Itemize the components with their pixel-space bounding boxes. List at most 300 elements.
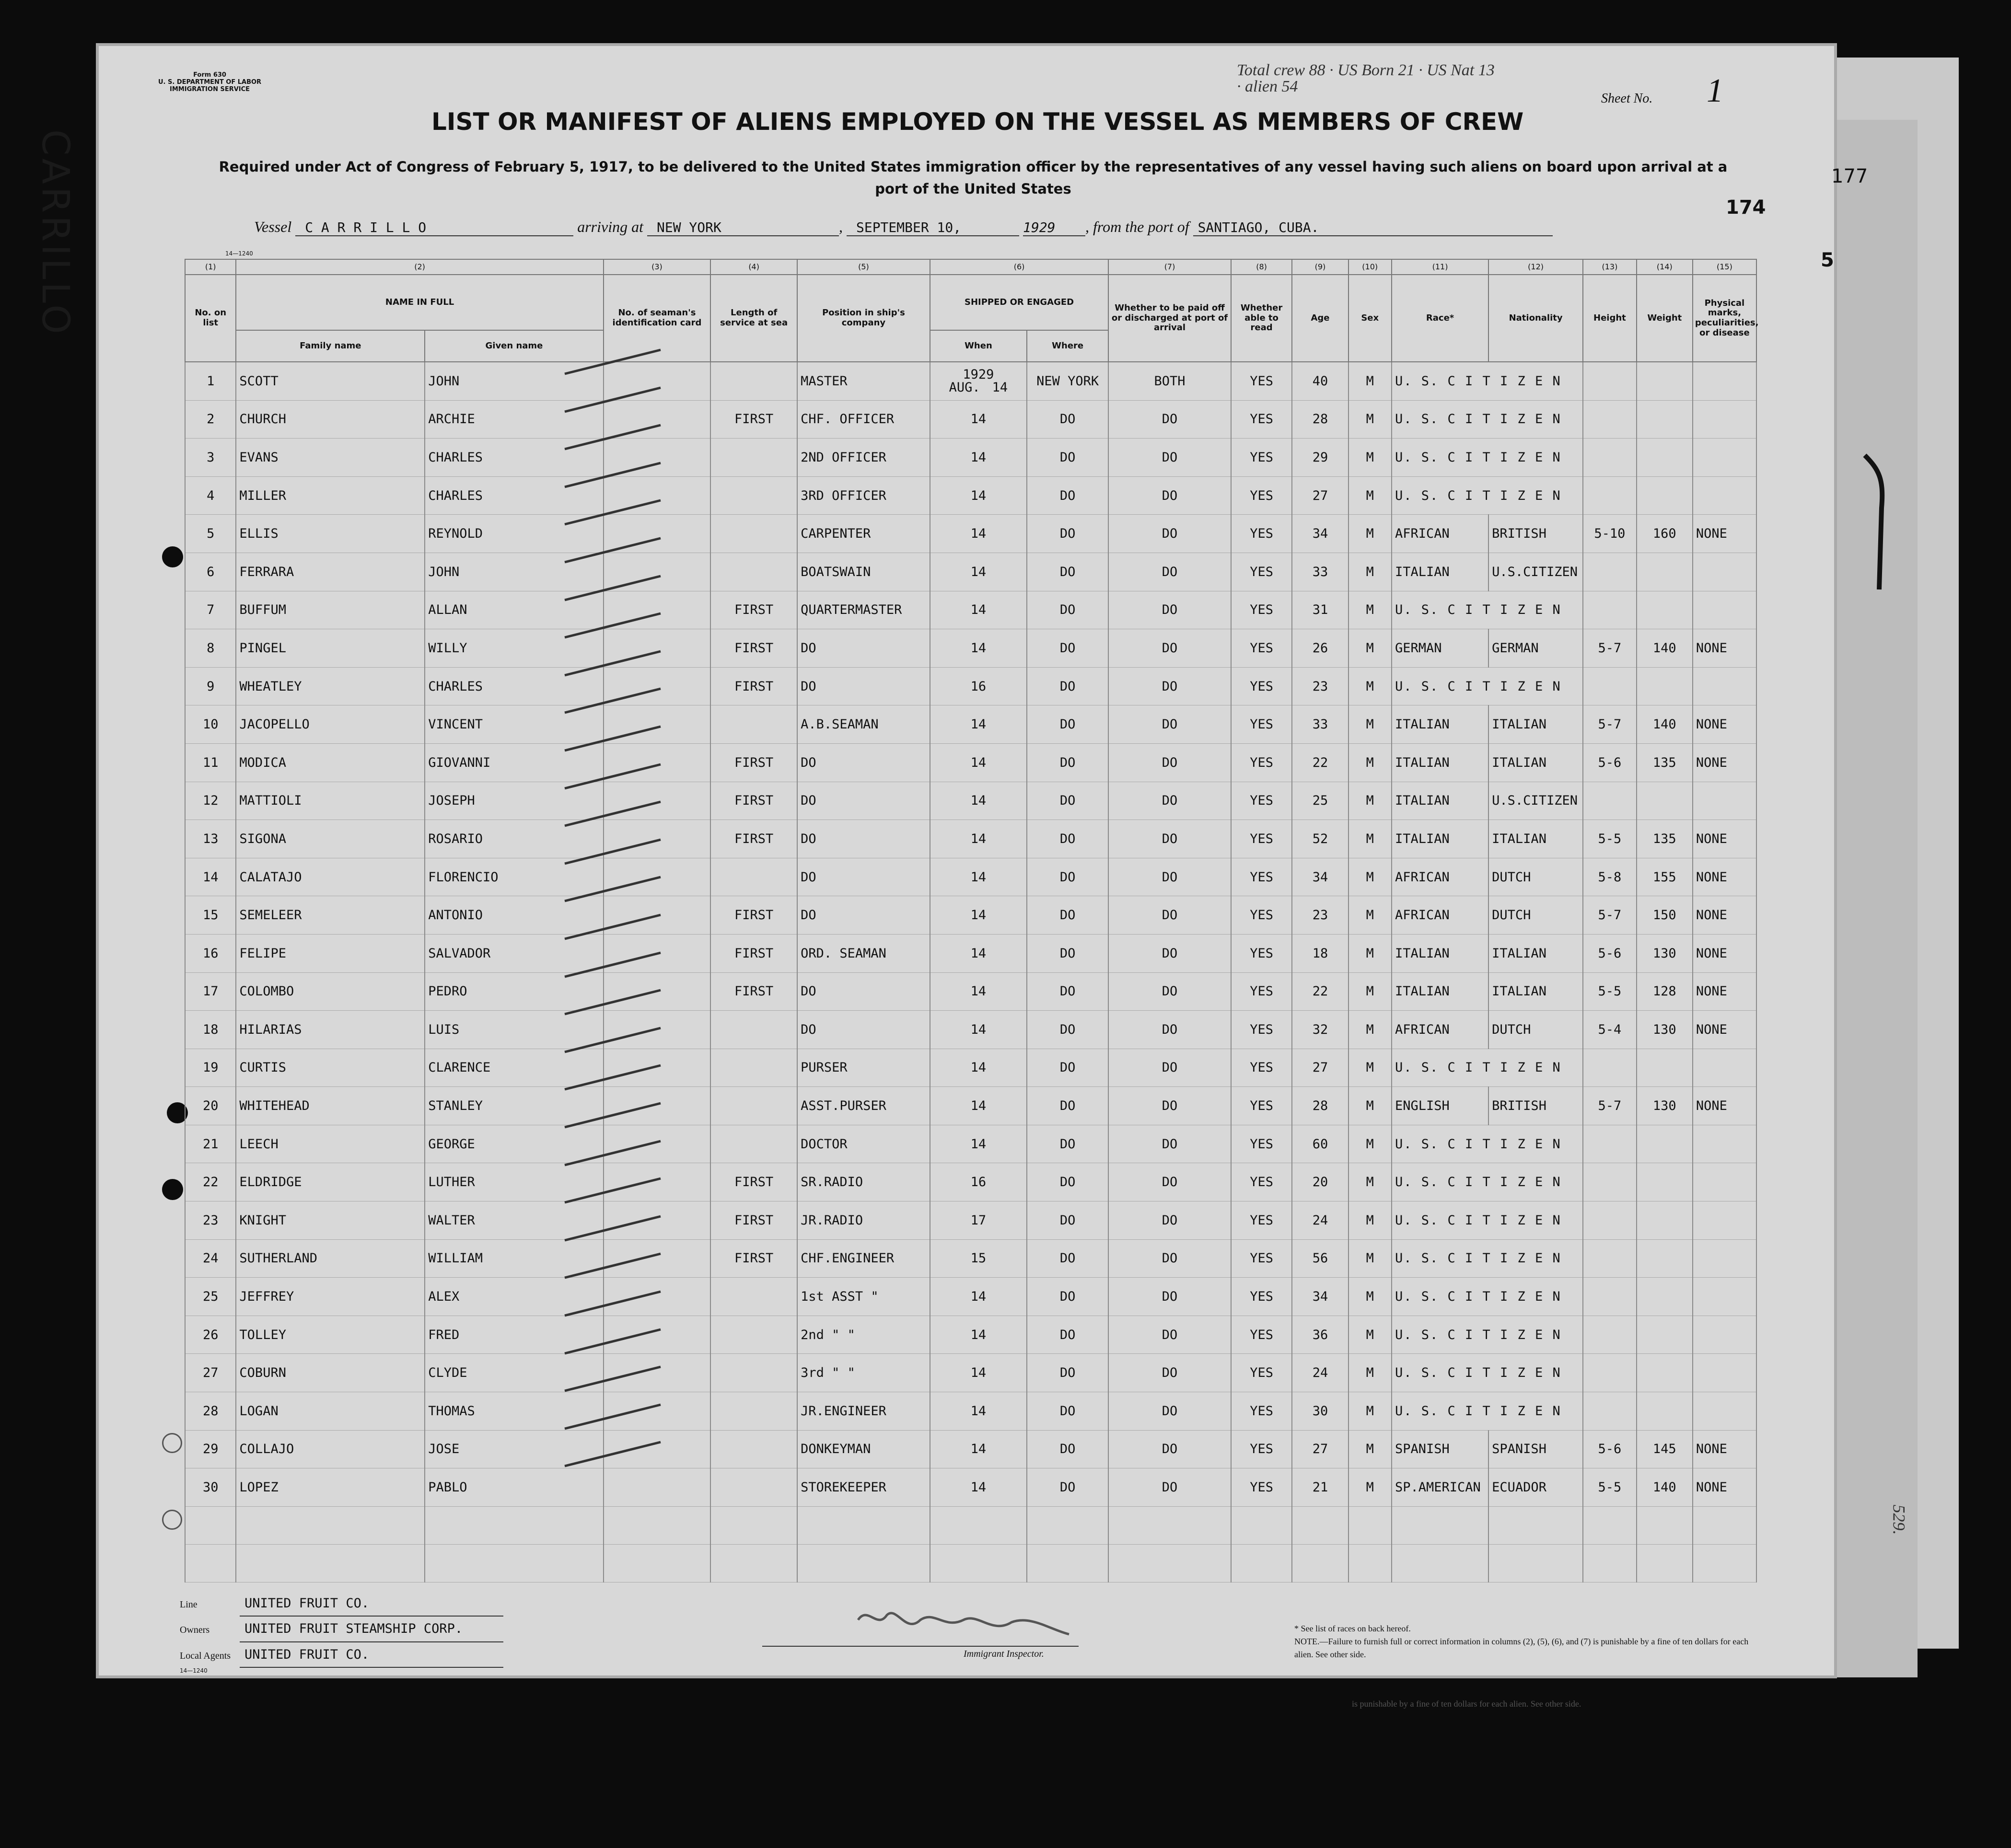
given-name: WALTER bbox=[425, 1201, 604, 1240]
row-number: 24 bbox=[185, 1239, 236, 1278]
physical-marks bbox=[1693, 476, 1756, 515]
age: 18 bbox=[1292, 934, 1348, 972]
position: 3RD OFFICER bbox=[797, 476, 930, 515]
weight: 155 bbox=[1637, 858, 1693, 896]
family-name: ELDRIDGE bbox=[236, 1163, 425, 1201]
shipped-when: 14 bbox=[930, 934, 1027, 972]
edge-number-529: 529. bbox=[1889, 1504, 1909, 1535]
given-name: ALLAN bbox=[425, 591, 604, 629]
service-length: FIRST bbox=[710, 934, 797, 972]
able-to-read: YES bbox=[1231, 1468, 1292, 1507]
blank-cell bbox=[1583, 1544, 1637, 1582]
blank-cell bbox=[1693, 1544, 1756, 1582]
binder-hole-open bbox=[162, 1433, 182, 1453]
position: JR.ENGINEER bbox=[797, 1392, 930, 1431]
shipped-where: DO bbox=[1027, 667, 1108, 705]
row-number: 23 bbox=[185, 1201, 236, 1240]
family-name: CHURCH bbox=[236, 400, 425, 439]
height: 5-7 bbox=[1583, 705, 1637, 744]
family-name: LOPEZ bbox=[236, 1468, 425, 1507]
crew-row bbox=[185, 743, 1756, 782]
arrival-date: SEPTEMBER 10, bbox=[847, 219, 1019, 236]
age: 40 bbox=[1292, 362, 1348, 400]
weight: 130 bbox=[1637, 934, 1693, 972]
crew-row bbox=[185, 476, 1756, 515]
shipped-when: 14 bbox=[930, 858, 1027, 896]
shipped-where: DO bbox=[1027, 1049, 1108, 1087]
blank-cell bbox=[425, 1544, 604, 1582]
pencil-check-mark bbox=[560, 875, 665, 903]
family-name: LOGAN bbox=[236, 1392, 425, 1431]
able-to-read: YES bbox=[1231, 1163, 1292, 1201]
weight: 150 bbox=[1637, 896, 1693, 935]
position: QUARTERMASTER bbox=[797, 591, 930, 629]
blank-cell bbox=[425, 1506, 604, 1544]
sex: M bbox=[1348, 1430, 1392, 1468]
age: 33 bbox=[1292, 705, 1348, 744]
position: JR.RADIO bbox=[797, 1201, 930, 1240]
col-num: (1) bbox=[185, 259, 236, 275]
shipped-where: DO bbox=[1027, 476, 1108, 515]
position: DO bbox=[797, 667, 930, 705]
header-able-to-read: Whether able to read bbox=[1231, 275, 1292, 362]
able-to-read: YES bbox=[1231, 439, 1292, 477]
pencil-check-mark bbox=[560, 1063, 665, 1092]
family-name: LEECH bbox=[236, 1125, 425, 1163]
crew-row bbox=[185, 1011, 1756, 1049]
physical-marks: NONE bbox=[1693, 858, 1756, 896]
family-name: CALATAJO bbox=[236, 858, 425, 896]
row-number: 20 bbox=[185, 1087, 236, 1125]
shipped-when: 14 bbox=[930, 782, 1027, 820]
shipped-when: 14 bbox=[930, 1316, 1027, 1354]
given-name: CHARLES bbox=[425, 667, 604, 705]
given-name: GEORGE bbox=[425, 1125, 604, 1163]
weight bbox=[1637, 1392, 1693, 1431]
physical-marks bbox=[1693, 667, 1756, 705]
weight bbox=[1637, 553, 1693, 591]
service-length: FIRST bbox=[710, 1239, 797, 1278]
arrival-year: 1929 bbox=[1023, 219, 1085, 236]
age: 31 bbox=[1292, 591, 1348, 629]
physical-marks bbox=[1693, 782, 1756, 820]
height: 5-5 bbox=[1583, 972, 1637, 1011]
age: 28 bbox=[1292, 1087, 1348, 1125]
family-name: SCOTT bbox=[236, 362, 425, 400]
blank-cell bbox=[185, 1506, 236, 1544]
col-num: (3) bbox=[604, 259, 710, 275]
pencil-check-mark bbox=[560, 1101, 665, 1130]
shipped-where: DO bbox=[1027, 400, 1108, 439]
blank-cell bbox=[710, 1544, 797, 1582]
physical-marks: NONE bbox=[1693, 515, 1756, 553]
blank-cell bbox=[797, 1544, 930, 1582]
sheet-no-label: Sheet No. bbox=[1601, 91, 1653, 106]
age: 21 bbox=[1292, 1468, 1348, 1507]
crew-row bbox=[185, 362, 1756, 400]
paid-off: DO bbox=[1108, 1316, 1231, 1354]
physical-marks bbox=[1693, 1125, 1756, 1163]
able-to-read: YES bbox=[1231, 591, 1292, 629]
able-to-read: YES bbox=[1231, 820, 1292, 858]
crew-row bbox=[185, 1125, 1756, 1163]
footer-notes bbox=[1294, 1622, 1755, 1661]
crew-row bbox=[185, 1392, 1756, 1431]
physical-marks bbox=[1693, 1201, 1756, 1240]
height: 5-7 bbox=[1583, 896, 1637, 935]
position: DO bbox=[797, 858, 930, 896]
service-length: FIRST bbox=[710, 629, 797, 668]
crew-row bbox=[185, 1468, 1756, 1507]
height bbox=[1583, 1049, 1637, 1087]
able-to-read: YES bbox=[1231, 1239, 1292, 1278]
weight: 140 bbox=[1637, 705, 1693, 744]
family-name: COLLAJO bbox=[236, 1430, 425, 1468]
sheet-no-value: 1 bbox=[1707, 72, 1723, 109]
race: U. S. C I T I Z E N bbox=[1392, 1278, 1583, 1316]
blank-cell bbox=[1348, 1506, 1392, 1544]
row-number: 26 bbox=[185, 1316, 236, 1354]
family-name: WHITEHEAD bbox=[236, 1087, 425, 1125]
shipped-when: 14 bbox=[930, 1087, 1027, 1125]
header-age: Age bbox=[1292, 275, 1348, 362]
col-num: (7) bbox=[1108, 259, 1231, 275]
vessel-label: Vessel bbox=[254, 218, 292, 235]
shipped-when: 14 bbox=[930, 1278, 1027, 1316]
subtitle-line: Required under Act of Congress of February 5, 1917, to be delivered to the United States immigration officer by the representatives of any vessel having such aliens on board upon arrival at a bbox=[219, 159, 1728, 175]
shipped-when: 14 bbox=[930, 629, 1027, 668]
service-length bbox=[710, 858, 797, 896]
service-length: FIRST bbox=[710, 896, 797, 935]
sex: M bbox=[1348, 1468, 1392, 1507]
weight: 145 bbox=[1637, 1430, 1693, 1468]
header-given-name: Given name bbox=[425, 330, 604, 362]
shipped-where: DO bbox=[1027, 972, 1108, 1011]
position: CHF.ENGINEER bbox=[797, 1239, 930, 1278]
shipped-where: DO bbox=[1027, 1392, 1108, 1431]
col-num: (4) bbox=[710, 259, 797, 275]
blank-cell bbox=[1392, 1544, 1488, 1582]
physical-marks bbox=[1693, 400, 1756, 439]
col-num: (6) bbox=[930, 259, 1109, 275]
age: 52 bbox=[1292, 820, 1348, 858]
service-length bbox=[710, 553, 797, 591]
shipped-when: 15 bbox=[930, 1239, 1027, 1278]
age: 34 bbox=[1292, 1278, 1348, 1316]
shipped-where: DO bbox=[1027, 1011, 1108, 1049]
able-to-read: YES bbox=[1231, 362, 1292, 400]
race: AFRICAN bbox=[1392, 858, 1488, 896]
row-number: 14 bbox=[185, 858, 236, 896]
able-to-read: YES bbox=[1231, 667, 1292, 705]
shipped-when: 14 bbox=[930, 400, 1027, 439]
given-name: FRED bbox=[425, 1316, 604, 1354]
crew-row bbox=[185, 705, 1756, 744]
position: A.B.SEAMAN bbox=[797, 705, 930, 744]
header-length-service: Length of service at sea bbox=[710, 275, 797, 362]
blank-cell bbox=[1693, 1506, 1756, 1544]
race: ITALIAN bbox=[1392, 705, 1488, 744]
header-height: Height bbox=[1583, 275, 1637, 362]
given-name: ROSARIO bbox=[425, 820, 604, 858]
height bbox=[1583, 667, 1637, 705]
vessel-name: C A R R I L L O bbox=[295, 219, 573, 236]
nationality: ITALIAN bbox=[1488, 972, 1583, 1011]
pencil-check-mark bbox=[560, 912, 665, 941]
inspector-signature bbox=[762, 1591, 1098, 1649]
service-length: FIRST bbox=[710, 1201, 797, 1240]
service-length: FIRST bbox=[710, 820, 797, 858]
shipped-when: 14 bbox=[930, 896, 1027, 935]
family-name: TOLLEY bbox=[236, 1316, 425, 1354]
height bbox=[1583, 1392, 1637, 1431]
physical-marks: NONE bbox=[1693, 896, 1756, 935]
blank-cell bbox=[1292, 1506, 1348, 1544]
arrival-port: NEW YORK bbox=[647, 219, 839, 236]
shipped-where: DO bbox=[1027, 782, 1108, 820]
family-name: PINGEL bbox=[236, 629, 425, 668]
service-length bbox=[710, 1125, 797, 1163]
weight: 135 bbox=[1637, 820, 1693, 858]
header-where: Where bbox=[1027, 330, 1108, 362]
height bbox=[1583, 1163, 1637, 1201]
underlying-page-note: is punishable by a fine of ten dollars for each alien. See other side. bbox=[1352, 1699, 1581, 1709]
height bbox=[1583, 591, 1637, 629]
sex: M bbox=[1348, 1278, 1392, 1316]
shipped-where: DO bbox=[1027, 1087, 1108, 1125]
service-length bbox=[710, 1468, 797, 1507]
position: CHF. OFFICER bbox=[797, 400, 930, 439]
paid-off: DO bbox=[1108, 629, 1231, 668]
shipped-where: DO bbox=[1027, 629, 1108, 668]
crew-row bbox=[185, 1430, 1756, 1468]
race: U. S. C I T I Z E N bbox=[1392, 1125, 1583, 1163]
sex: M bbox=[1348, 1392, 1392, 1431]
blank-cell bbox=[1488, 1506, 1583, 1544]
pencil-check-mark bbox=[560, 950, 665, 979]
given-name: SALVADOR bbox=[425, 934, 604, 972]
row-number: 5 bbox=[185, 515, 236, 553]
sex: M bbox=[1348, 972, 1392, 1011]
owners-label: Owners bbox=[180, 1625, 210, 1636]
physical-marks: NONE bbox=[1693, 1011, 1756, 1049]
race: GERMAN bbox=[1392, 629, 1488, 668]
form-identifier bbox=[158, 72, 261, 93]
weight bbox=[1637, 1239, 1693, 1278]
able-to-read: YES bbox=[1231, 1201, 1292, 1240]
height: 5-6 bbox=[1583, 743, 1637, 782]
physical-marks: NONE bbox=[1693, 1087, 1756, 1125]
service-name: IMMIGRATION SERVICE bbox=[170, 85, 250, 93]
shipped-where: DO bbox=[1027, 439, 1108, 477]
race: U. S. C I T I Z E N bbox=[1392, 400, 1583, 439]
pencil-check-mark bbox=[560, 1440, 665, 1468]
sex: M bbox=[1348, 1354, 1392, 1392]
blank-cell bbox=[1027, 1506, 1108, 1544]
position: DO bbox=[797, 629, 930, 668]
paid-off: DO bbox=[1108, 553, 1231, 591]
crew-row bbox=[185, 629, 1756, 668]
row-number: 30 bbox=[185, 1468, 236, 1507]
shipped-where: DO bbox=[1027, 1239, 1108, 1278]
row-number: 10 bbox=[185, 705, 236, 744]
position: SR.RADIO bbox=[797, 1163, 930, 1201]
row-number: 19 bbox=[185, 1049, 236, 1087]
paid-off: DO bbox=[1108, 1354, 1231, 1392]
row-number: 2 bbox=[185, 400, 236, 439]
family-name: COLOMBO bbox=[236, 972, 425, 1011]
shipped-year: 1929 bbox=[963, 367, 994, 382]
family-name: FELIPE bbox=[236, 934, 425, 972]
pencil-check-mark bbox=[560, 536, 665, 565]
blank-cell bbox=[604, 1506, 710, 1544]
height: 5-4 bbox=[1583, 1011, 1637, 1049]
nationality: ITALIAN bbox=[1488, 820, 1583, 858]
service-length: FIRST bbox=[710, 591, 797, 629]
sex: M bbox=[1348, 705, 1392, 744]
physical-marks bbox=[1693, 1316, 1756, 1354]
nationality: BRITISH bbox=[1488, 515, 1583, 553]
service-length: FIRST bbox=[710, 743, 797, 782]
pencil-check-mark bbox=[560, 837, 665, 866]
able-to-read: YES bbox=[1231, 629, 1292, 668]
height: 5-6 bbox=[1583, 934, 1637, 972]
able-to-read: YES bbox=[1231, 1011, 1292, 1049]
col-num: (9) bbox=[1292, 259, 1348, 275]
given-name: FLORENCIO bbox=[425, 858, 604, 896]
position: PURSER bbox=[797, 1049, 930, 1087]
age: 22 bbox=[1292, 743, 1348, 782]
position: DO bbox=[797, 782, 930, 820]
age: 29 bbox=[1292, 439, 1348, 477]
family-name: JACOPELLO bbox=[236, 705, 425, 744]
paid-off: DO bbox=[1108, 1011, 1231, 1049]
row-number: 12 bbox=[185, 782, 236, 820]
paid-off: DO bbox=[1108, 820, 1231, 858]
paid-off: DO bbox=[1108, 743, 1231, 782]
sex: M bbox=[1348, 1316, 1392, 1354]
pencil-check-mark bbox=[560, 686, 665, 715]
sex: M bbox=[1348, 515, 1392, 553]
side-handwriting: CARRILLO bbox=[34, 129, 77, 337]
nationality: BRITISH bbox=[1488, 1087, 1583, 1125]
race: ITALIAN bbox=[1392, 820, 1488, 858]
family-name: KNIGHT bbox=[236, 1201, 425, 1240]
height: 5-7 bbox=[1583, 1087, 1637, 1125]
binder-hole bbox=[61, 1529, 82, 1550]
sex: M bbox=[1348, 1087, 1392, 1125]
given-name: JOHN bbox=[425, 553, 604, 591]
binder-hole bbox=[61, 676, 82, 697]
row-number: 18 bbox=[185, 1011, 236, 1049]
weight bbox=[1637, 1278, 1693, 1316]
height bbox=[1583, 362, 1637, 400]
sex: M bbox=[1348, 439, 1392, 477]
paid-off: DO bbox=[1108, 1049, 1231, 1087]
shipped-month: AUG. bbox=[949, 380, 980, 395]
family-name: ELLIS bbox=[236, 515, 425, 553]
paid-off: DO bbox=[1108, 515, 1231, 553]
service-length bbox=[710, 439, 797, 477]
shipped-when: 14 bbox=[930, 439, 1027, 477]
age: 24 bbox=[1292, 1354, 1348, 1392]
col-num: (14) bbox=[1637, 259, 1693, 275]
position: STOREKEEPER bbox=[797, 1468, 930, 1507]
service-length bbox=[710, 476, 797, 515]
crew-rows bbox=[185, 362, 1756, 1582]
col-num: (10) bbox=[1348, 259, 1392, 275]
sex: M bbox=[1348, 362, 1392, 400]
given-name: JOSEPH bbox=[425, 782, 604, 820]
position: 3rd " " bbox=[797, 1354, 930, 1392]
blank-cell bbox=[1583, 1506, 1637, 1544]
shipped-when: 14 bbox=[930, 1125, 1027, 1163]
shipped-when: 14 bbox=[930, 553, 1027, 591]
crew-row bbox=[185, 972, 1756, 1011]
service-length bbox=[710, 705, 797, 744]
height: 5-7 bbox=[1583, 629, 1637, 668]
age: 32 bbox=[1292, 1011, 1348, 1049]
nationality: U.S.CITIZEN bbox=[1488, 553, 1583, 591]
position: DO bbox=[797, 1011, 930, 1049]
position: CARPENTER bbox=[797, 515, 930, 553]
sex: M bbox=[1348, 553, 1392, 591]
race: U. S. C I T I Z E N bbox=[1392, 476, 1583, 515]
stamp-number: 174 bbox=[1726, 196, 1766, 219]
header-name-in-full: NAME IN FULL bbox=[236, 275, 603, 330]
shipped-where: DO bbox=[1027, 858, 1108, 896]
row-number: 15 bbox=[185, 896, 236, 935]
given-name: ANTONIO bbox=[425, 896, 604, 935]
shipped-where: DO bbox=[1027, 1430, 1108, 1468]
physical-marks bbox=[1693, 1239, 1756, 1278]
family-name: SEMELEER bbox=[236, 896, 425, 935]
paid-off: DO bbox=[1108, 400, 1231, 439]
shipped-where: DO bbox=[1027, 705, 1108, 744]
shipped-when: 14 bbox=[930, 1354, 1027, 1392]
weight bbox=[1637, 1125, 1693, 1163]
race: SP.AMERICAN bbox=[1392, 1468, 1488, 1507]
header-family-name: Family name bbox=[236, 330, 425, 362]
crew-row bbox=[185, 591, 1756, 629]
pencil-check-mark bbox=[560, 611, 665, 640]
blank-cell bbox=[1348, 1544, 1392, 1582]
agents-value: UNITED FRUIT CO. bbox=[240, 1642, 503, 1668]
handwritten-annotation: Total crew 88 · US Born 21 · US Nat 13 · alien 54 bbox=[1237, 61, 1495, 95]
shipped-where: DO bbox=[1027, 591, 1108, 629]
able-to-read: YES bbox=[1231, 400, 1292, 439]
service-length bbox=[710, 362, 797, 400]
blank-cell bbox=[1637, 1544, 1693, 1582]
sex: M bbox=[1348, 896, 1392, 935]
pencil-check-mark bbox=[560, 649, 665, 678]
service-length bbox=[710, 1392, 797, 1431]
blank-cell bbox=[604, 1544, 710, 1582]
able-to-read: YES bbox=[1231, 972, 1292, 1011]
given-name: CHARLES bbox=[425, 439, 604, 477]
pencil-check-mark bbox=[560, 1026, 665, 1054]
sex: M bbox=[1348, 629, 1392, 668]
sex: M bbox=[1348, 1011, 1392, 1049]
given-name: GIOVANNI bbox=[425, 743, 604, 782]
paid-off: DO bbox=[1108, 858, 1231, 896]
row-number: 28 bbox=[185, 1392, 236, 1431]
sex: M bbox=[1348, 743, 1392, 782]
shipped-day: 14 bbox=[992, 380, 1008, 395]
pencil-check-mark bbox=[560, 385, 665, 414]
position: BOATSWAIN bbox=[797, 553, 930, 591]
crew-row bbox=[185, 1163, 1756, 1201]
